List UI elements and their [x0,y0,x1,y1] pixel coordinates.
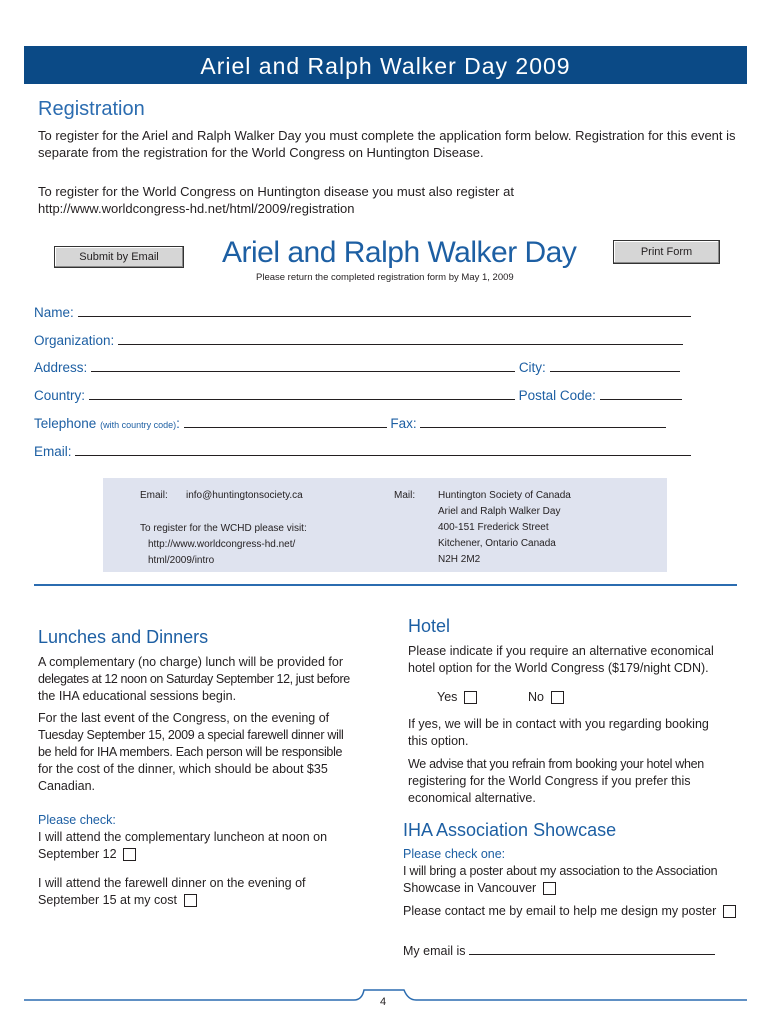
text-line: A complementary (no charge) lunch will be provided for [38,655,344,669]
telephone-field[interactable] [184,417,387,428]
text-line: Canadian. [38,779,95,793]
name-field[interactable] [78,306,691,317]
fax-field[interactable] [420,417,666,428]
text-line: Please indicate if you require an alternative economical [408,644,714,658]
dinner-checkbox[interactable] [184,894,197,907]
text-line: I will attend the farewell dinner on the evening of [38,876,306,890]
yes-label: Yes [437,690,458,704]
email-field[interactable] [75,445,691,456]
congress-registration-note [38,183,748,217]
no-label: No [528,690,544,704]
hotel-no-checkbox[interactable] [551,691,564,704]
wchd-url[interactable]: http://www.worldcongress-hd.net/ [148,539,296,550]
mail-line: Kitchener, Ontario Canada [438,538,556,549]
text-line [38,892,368,909]
hotel-paragraph [408,643,748,677]
text-line: I will attend the complementary luncheon at noon on [38,830,328,844]
showcase-heading: IHA Association Showcase [403,820,617,840]
text-line: the IHA educational sessions begin. [38,689,237,703]
mail-line: Ariel and Ralph Walker Day [438,506,561,517]
city-label: City: [518,360,546,375]
registration-url[interactable]: http://www.worldcongress-hd.net/html/2009/registration [38,201,355,216]
poster-checkbox[interactable] [543,882,556,895]
telephone-label: Telephone [34,416,97,431]
organization-field[interactable] [118,334,683,345]
contact-email-value[interactable]: info@huntingtonsociety.ca [186,490,303,501]
option-label: Showcase in Vancouver [403,881,537,895]
text-line: We advise that you refrain from booking your hotel when [408,757,704,771]
print-form-button[interactable]: Print Form [613,240,720,264]
text-line: Tuesday September 15, 2009 a special farewell dinner will [38,728,344,742]
telephone-colon: : [176,416,180,431]
text-line: for the cost of the dinner, which should be about $35 [38,762,328,776]
country-row [34,388,682,403]
text-line: hotel option for the World Congress ($179/night CDN). [408,661,709,675]
my-email-row [403,943,715,960]
email-row [34,444,691,459]
text-line: registering for the World Congress if you prefer this [408,774,691,788]
note-line: To register for the World Congress on Huntington disease you must also register at [38,184,514,199]
address-row [34,360,680,375]
option-label: September 15 at my cost [38,893,177,907]
hotel-yes-checkbox[interactable] [464,691,477,704]
mail-label: Mail: [394,490,416,501]
fax-label: Fax: [390,416,417,431]
registration-heading: Registration [38,98,145,120]
organization-label: Organization: [34,333,115,348]
lunches-please-check: Please check: [38,813,116,827]
my-email-field[interactable] [469,944,715,955]
return-deadline-note: Please return the completed registration form by May 1, 2009 [256,272,514,283]
text-line: For the last event of the Congress, on the evening of [38,711,330,725]
banner: Ariel and Ralph Walker Day 2009 [24,46,747,84]
showcase-please-check: Please check one: [403,847,506,861]
name-label: Name: [34,305,74,320]
intro-line: To register for the Ariel and Ralph Walker Day you must complete the application form below. Registration for this event is [38,128,736,143]
my-email-label: My email is [403,944,466,958]
design-help-option [403,903,763,920]
hotel-contact-note [408,716,748,750]
luncheon-option [38,829,368,863]
hotel-yes-option [437,689,477,706]
registration-intro [38,127,748,161]
email-label: Email: [34,444,72,459]
page-number: 4 [380,996,387,1008]
mail-address [438,488,571,568]
dinner-option [38,875,368,909]
wchd-line: To register for the WCHD please visit: [140,523,307,534]
country-label: Country: [34,388,86,403]
hotel-advice [408,756,748,807]
text-line [403,880,763,897]
poster-option [403,863,763,897]
postal-code-label: Postal Code: [518,388,596,403]
hotel-heading: Hotel [408,616,451,636]
text-line: be held for IHA members. Each person will be responsible [38,745,343,759]
form-title: Ariel and Ralph Walker Day [222,236,577,269]
contact-email-label: Email: [140,490,168,501]
design-help-checkbox[interactable] [723,905,736,918]
option-label: Please contact me by email to help me design my poster [403,904,717,918]
mail-line: 400-151 Frederick Street [438,522,549,533]
telephone-note: (with country code) [100,420,177,430]
organization-row [34,333,683,348]
text-line: If yes, we will be in contact with you regarding booking [408,717,709,731]
country-field[interactable] [89,389,515,400]
text-line: this option. [408,734,469,748]
intro-line: separate from the registration for the World Congress on Huntington Disease. [38,145,484,160]
wchd-url[interactable]: html/2009/intro [148,555,215,566]
telephone-row [34,416,666,431]
text-line: economical alternative. [408,791,536,805]
text-line: I will bring a poster about my association to the Association [403,864,718,878]
luncheon-checkbox[interactable] [123,848,136,861]
hotel-no-option [528,689,564,706]
mail-line: N2H 2M2 [438,554,481,565]
city-field[interactable] [550,361,680,372]
dinner-paragraph [38,710,368,795]
section-divider [34,584,737,586]
option-label: September 12 [38,847,117,861]
mail-line: Huntington Society of Canada [438,490,571,501]
text-line: delegates at 12 noon on Saturday September 12, just before [38,672,350,686]
name-row [34,305,691,320]
address-field[interactable] [91,361,515,372]
lunch-paragraph [38,654,368,705]
text-line [38,846,368,863]
submit-by-email-button[interactable]: Submit by Email [54,246,184,268]
postal-code-field[interactable] [600,389,682,400]
lunches-heading: Lunches and Dinners [38,627,209,647]
address-label: Address: [34,360,88,375]
